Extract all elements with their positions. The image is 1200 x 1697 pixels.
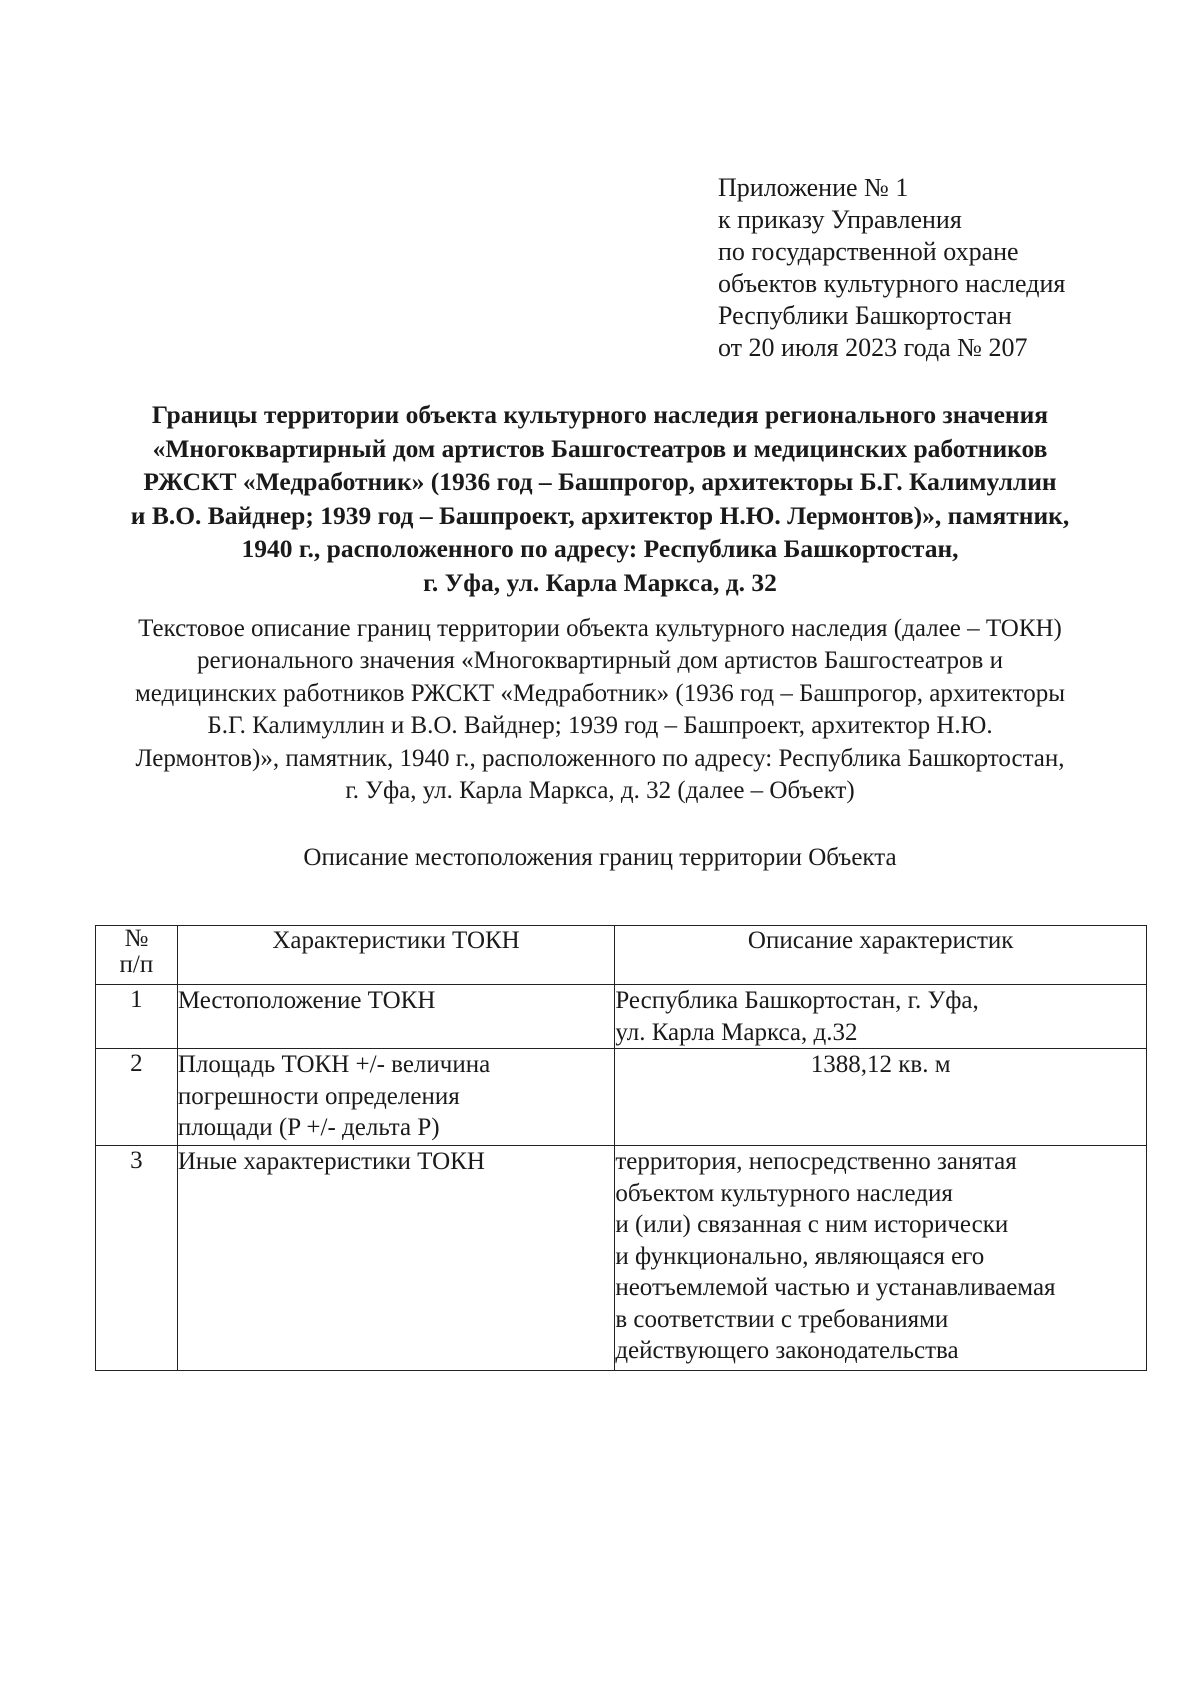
annex-line: по государственной охране bbox=[718, 237, 1019, 266]
annex-line: объектов культурного наследия bbox=[718, 269, 1066, 298]
title-line: «Многоквартирный дом артистов Башгостеатров и медицинских работников bbox=[152, 433, 1048, 463]
document-title bbox=[100, 398, 1100, 599]
header-number: № п/п bbox=[96, 926, 178, 985]
annex-line: к приказу Управления bbox=[718, 205, 962, 234]
description-line: регионального значения «Многоквартирный дом артистов Башгостеатров и bbox=[197, 647, 1003, 675]
row-number: 2 bbox=[96, 1049, 178, 1146]
title-line: и В.О. Вайднер; 1939 год – Башпроект, архитектор Н.Ю. Лермонтов)», памятник, bbox=[130, 500, 1070, 530]
table-row bbox=[96, 1146, 1147, 1371]
row-description: Республика Башкортостан, г. Уфа, ул. Карла Маркса, д.32 bbox=[615, 985, 1147, 1049]
annex-line: от 20 июля 2023 года № 207 bbox=[718, 333, 1028, 362]
text-description bbox=[100, 613, 1100, 807]
description-line: г. Уфа, ул. Карла Маркса, д. 32 (далее – Объект) bbox=[345, 777, 855, 805]
annex-reference-block bbox=[718, 172, 1065, 364]
annex-line: Приложение № 1 bbox=[718, 173, 909, 202]
title-line: РЖСКТ «Медработник» (1936 год – Башпрогор, архитекторы Б.Г. Калимуллин bbox=[143, 467, 1057, 496]
section-heading: Описание местоположения границ территории Объекта bbox=[303, 844, 897, 871]
row-description: территория, непосредственно занятая объектом культурного наследия и (или) связанная с ним исторически и функционально, являющаяся его неотъемлемой частью и устанавливаемая в соответствии с требованиями действующего законодательства bbox=[615, 1146, 1147, 1371]
title-line: Границы территории объекта культурного наследия регионального значения bbox=[151, 400, 1049, 429]
description-line: Лермонтов)», памятник, 1940 г., расположенного по адресу: Республика Башкортостан, bbox=[135, 744, 1065, 772]
row-characteristic: Местоположение ТОКН bbox=[177, 985, 615, 1049]
annex-line: Республики Башкортостан bbox=[718, 301, 1012, 330]
title-line: г. Уфа, ул. Карла Маркса, д. 32 bbox=[423, 567, 777, 597]
description-line: медицинских работников РЖСКТ «Медработник» (1936 год – Башпрогор, архитекторы bbox=[134, 679, 1066, 707]
row-characteristic: Иные характеристики ТОКН bbox=[177, 1146, 615, 1371]
table-row bbox=[96, 985, 1147, 1049]
row-description: 1388,12 кв. м bbox=[615, 1049, 1147, 1146]
row-number: 1 bbox=[96, 985, 178, 1049]
table-row bbox=[96, 1049, 1147, 1146]
header-description: Описание характеристик bbox=[615, 926, 1147, 985]
row-characteristic: Площадь ТОКН +/- величина погрешности определения площади (P +/- дельта P) bbox=[177, 1049, 615, 1146]
title-line: 1940 г., расположенного по адресу: Республика Башкортостан, bbox=[241, 534, 959, 563]
table-header-row bbox=[96, 926, 1147, 985]
row-number: 3 bbox=[96, 1146, 178, 1371]
description-line: Б.Г. Калимуллин и В.О. Вайднер; 1939 год – Башпроект, архитектор Н.Ю. bbox=[207, 712, 993, 740]
characteristics-table bbox=[95, 925, 1147, 1371]
description-line: Текстовое описание границ территории объекта культурного наследия (далее – ТОКН) bbox=[138, 615, 1062, 642]
header-characteristics: Характеристики ТОКН bbox=[177, 926, 615, 985]
